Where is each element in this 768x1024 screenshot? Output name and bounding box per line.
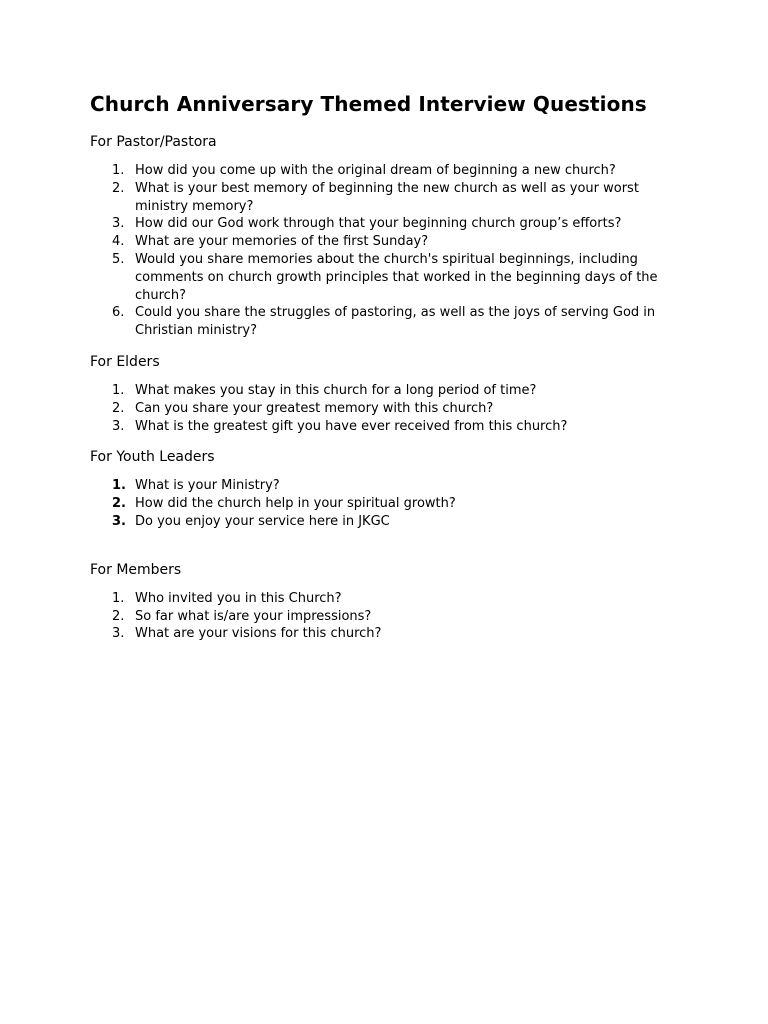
list-item [90, 251, 680, 304]
question-text: Would you share memories about the church's spiritual beginnings, including comments on church growth principles that worked in the beginning days of the church? [135, 251, 658, 303]
list-item [90, 215, 680, 233]
section-heading: For Elders [90, 353, 160, 370]
list-item [90, 382, 680, 400]
question-text: Who invited you in this Church? [135, 590, 342, 606]
list-item [90, 477, 680, 495]
section-heading: For Pastor/Pastora [90, 134, 217, 150]
question-text: How did you come up with the original dream of beginning a new church? [135, 163, 616, 178]
question-list [90, 590, 680, 643]
list-number: 3. [112, 626, 125, 642]
list-number: 1. [112, 590, 125, 606]
question-text: Could you share the struggles of pastoring, as well as the joys of serving God in Christian ministry? [135, 305, 656, 339]
list-number: 1. [112, 382, 125, 398]
section-pastor [90, 132, 680, 340]
list-number: 2. [112, 180, 125, 196]
list-item [90, 590, 680, 608]
section-heading: For Members [90, 561, 182, 578]
question-text: Do you enjoy your service here in JKGC [135, 513, 390, 529]
question-text: How did the church help in your spiritual growth? [135, 496, 456, 512]
list-item [90, 233, 680, 251]
list-item [90, 400, 680, 418]
question-text: What is the greatest gift you have ever received from this church? [135, 418, 568, 434]
spacer [90, 435, 680, 447]
list-number: 6. [112, 305, 125, 321]
list-item [90, 625, 680, 643]
list-number: 2. [112, 400, 125, 416]
spacer [90, 340, 680, 352]
list-number: 3. [112, 216, 125, 232]
question-list [90, 477, 680, 530]
question-text: How did our God work through that your beginning church group’s efforts? [135, 216, 622, 232]
list-item [90, 608, 680, 626]
question-text: What are your memories of the first Sunday? [135, 234, 429, 250]
list-number: 1. [112, 478, 126, 494]
list-number: 5. [112, 251, 125, 267]
section-youth-leaders [90, 447, 680, 530]
list-item [90, 513, 680, 531]
list-item [90, 162, 680, 180]
list-number: 4. [112, 234, 125, 250]
question-text: What makes you stay in this church for a long period of time? [135, 382, 537, 398]
question-text: Can you share your greatest memory with this church? [135, 400, 494, 416]
list-number: 3. [112, 513, 126, 529]
section-heading: For Youth Leaders [90, 449, 215, 466]
question-list [90, 162, 680, 340]
list-number: 3. [112, 418, 125, 434]
question-text: What is your Ministry? [135, 478, 280, 494]
list-item [90, 180, 680, 216]
question-text: So far what is/are your impressions? [135, 608, 372, 624]
list-number: 1. [112, 163, 125, 178]
document-title: Church Anniversary Themed Interview Questions [90, 92, 647, 116]
section-members [90, 560, 680, 643]
section-elders [90, 352, 680, 435]
question-text: What is your best memory of beginning the new church as well as your worst ministry memory? [135, 180, 639, 214]
document-page [90, 90, 680, 643]
list-item [90, 304, 680, 340]
spacer [90, 531, 680, 560]
list-item [90, 418, 680, 436]
list-item [90, 495, 680, 513]
list-number: 2. [112, 496, 126, 512]
question-list [90, 382, 680, 435]
list-number: 2. [112, 608, 125, 624]
question-text: What are your visions for this church? [135, 626, 382, 642]
